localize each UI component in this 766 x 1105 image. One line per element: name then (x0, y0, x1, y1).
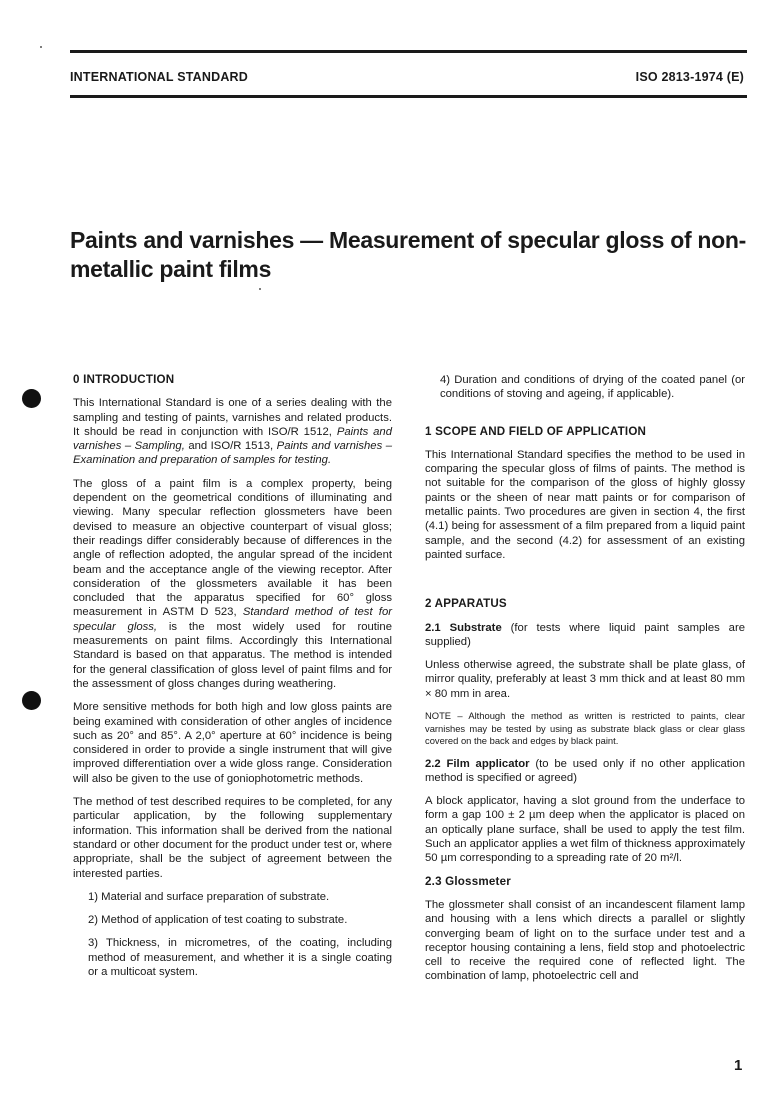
ref-astm-title: Standard method of test for specular gloss, (73, 606, 392, 633)
clause-2-1-label: 2.1 Substrate (425, 621, 502, 634)
applicator-paragraph: A block applicator, having a slot ground from the underface to form a gap 100 ± 2 µm deep when the applicator is placed on an optically plane surface, shall be used to apply the test film. Such an applicator applies a wet film of thickness approximately 50 µm corresponding to a spreading rate of 20 m²/l. (425, 795, 745, 865)
clause-2-2-label: 2.2 Film applicator (425, 757, 530, 770)
intro-paragraph-1 (73, 396, 392, 467)
clause-2-2-text: (to be used only if no other application method is specified or agreed) (425, 757, 745, 784)
intro-p2-text: The gloss of a paint film is a complex property, being dependent on the geometrical conditions of illuminating and viewing. Many specular reflection glossmeters have been devised to measure an objective counterpart of visual gloss; their readings differ considerably because of differences in the angle of reflection adopted, the angular spread of the incident beam and the acceptance angle of the viewing receptor. After consideration of the glossmeters available it has been concluded that the apparatus specified for 60° gloss measurement in ASTM D 523, (73, 477, 392, 619)
section-1-heading: 1 SCOPE AND FIELD OF APPLICATION (425, 424, 647, 438)
glossmeter-paragraph: The glossmeter shall consist of an incandescent filament lamp and housing with a lens which directs a parallel or slightly converging beam of light on to the surface under test and a receptor housing containing a lens, field stop and photoelectric cell to receive the required cone of reflected light. The combination of lamp, photoelectric cell and (425, 898, 745, 983)
section-0-heading: 0 INTRODUCTION (73, 373, 175, 386)
top-rule (70, 50, 747, 53)
ref-sampling-title: Paints and varnishes – Sampling, (73, 425, 392, 453)
scan-speck (40, 46, 42, 48)
substrate-paragraph: Unless otherwise agreed, the substrate shall be plate glass, of mirror quality, preferably at least 3 mm thick and at least 80 mm × 80 mm in area. (425, 659, 745, 700)
intro-p2-text-2: is the most widely used for routine measurements on paint films. Accordingly this International Standard is based on that apparatus. The method is intended for the general classification of gloss level of paint films and for the assessment of gloss changes during weathering. (73, 620, 392, 690)
list-item: 3) Thickness, in micrometres, of the coating, including method of measurement, and whether it is a single coating or a multicoat system. (88, 937, 392, 978)
punch-hole-top (22, 389, 41, 408)
intro-paragraph-2 (73, 477, 392, 691)
header-standard-label: INTERNATIONAL STANDARD (70, 70, 249, 84)
right-column (425, 373, 745, 993)
scope-paragraph: This International Standard specifies the method to be used in comparing the specular gloss of films of paints. The method is not suitable for the comparison of the gloss of highly glossy paints or the sheen of near matt paints or for comparison of metallic paints. Two procedures are given in section 4, the first (4.1) being for assessment of a film prepared from a liquid paint sample, and the second (4.2) for assessment of an existing painted surface. (425, 448, 745, 561)
applicator-clause (425, 757, 745, 786)
header-document-id: ISO 2813-1974 (E) (635, 70, 744, 84)
list-item: 2) Method of application of test coating to substrate. (88, 914, 348, 927)
intro-paragraph-3: More sensitive methods for both high and low gloss paints are being examined with consideration of other angles of incidence such as 20° and 85°. A 2,0° aperture at 60° incidence is being considered in order to provide a single instrument that will give improved differentiation over a wide gloss range. Consideration will also be given to the use of goniophotometric methods. (73, 701, 392, 785)
substrate-note: NOTE – Although the method as written is restricted to paints, clear varnishes may be tested by using as substrate black glass or clear glass covered on the back and edges by black paint. (425, 710, 745, 747)
section-2-heading: 2 APPARATUS (425, 597, 507, 611)
clause-2-3-heading: 2.3 Glossmeter (425, 874, 511, 888)
substrate-clause (425, 621, 745, 650)
ref-examination-title: Paints and varnishes – Examination and preparation of samples for testing. (73, 440, 392, 467)
intro-paragraph-4: The method of test described requires to be completed, for any particular application, by the following supplementary information. This information shall be derived from the national standard or other document for the product under test or, where appropriate, shall be the subject of agreement between the interested parties. (73, 796, 392, 880)
page-number: 1 (734, 1057, 743, 1074)
scan-speck (259, 288, 261, 290)
document-title: Paints and varnishes — Measurement of specular gloss of non-metallic paint films (70, 227, 746, 282)
list-item: 4) Duration and conditions of drying of the coated panel (or conditions of stoving and ageing, if applicable). (440, 374, 745, 401)
punch-hole-bottom (22, 691, 41, 710)
intro-p1-text-2: and ISO/R 1513, (184, 440, 277, 453)
left-column (73, 373, 392, 988)
list-item: 1) Material and surface preparation of substrate. (88, 890, 330, 903)
clause-2-1-text: (for tests where liquid paint samples are supplied) (425, 621, 745, 648)
intro-p1-text: This International Standard is one of a series dealing with the sampling and testing of paints, varnishes and related products. It should be read in conjunction with ISO/R 1512, (73, 397, 392, 438)
header-rule (70, 95, 747, 98)
